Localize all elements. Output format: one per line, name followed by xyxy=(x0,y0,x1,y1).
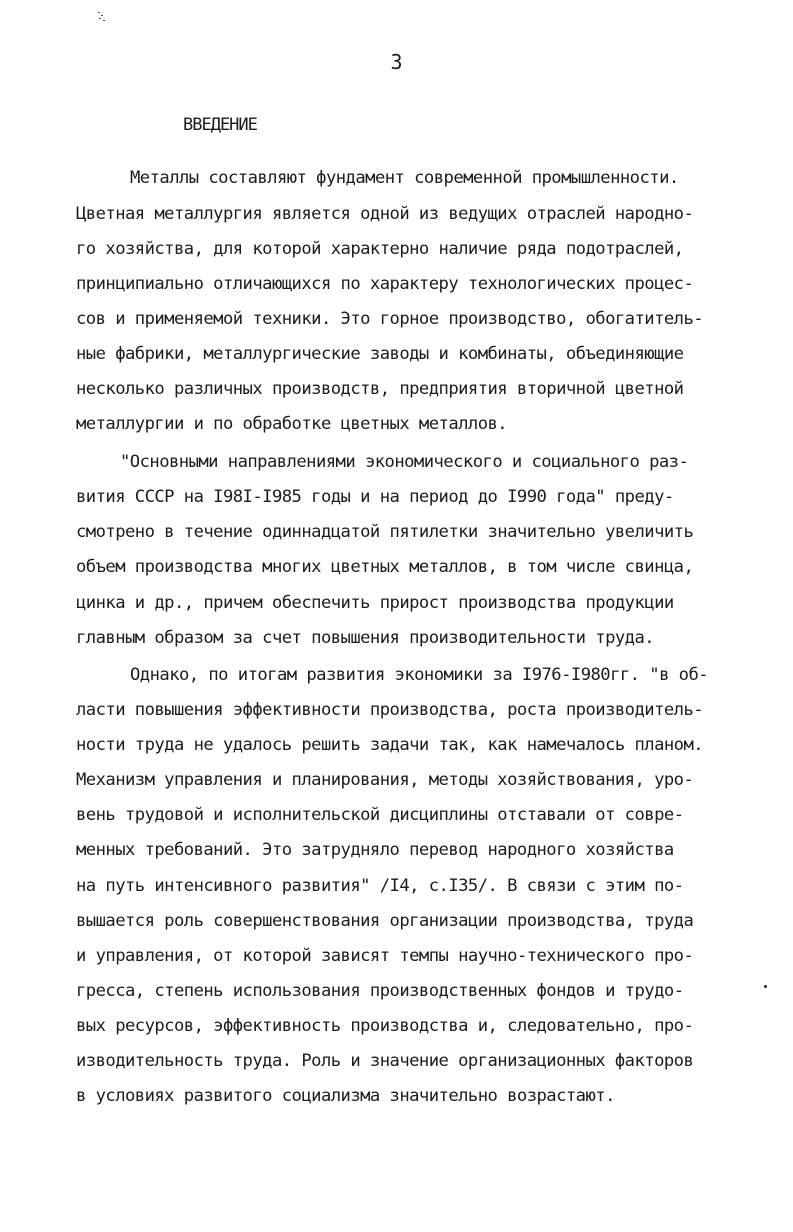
scan-speck xyxy=(98,12,106,22)
text-line: "Основными направлениями экономического и социального раз- xyxy=(120,452,689,472)
text-line: вых ресурсов, эффективность производства и, следовательно, про- xyxy=(76,1016,694,1036)
text-line: несколько различных производств, предприятия вторичной цветной xyxy=(76,379,684,399)
text-line: смотрено в течение одиннадцатой пятилетки значительно увеличить xyxy=(76,522,694,542)
text-line: принципиально отличающихся по характеру технологических процес- xyxy=(76,274,694,294)
text-line: Механизм управления и планирования, методы хозяйствования, уро- xyxy=(76,770,694,790)
text-line: цинка и др., причем обеспечить прирост производства продукции xyxy=(76,593,674,613)
text-line: в условиях развитого социализма значительно возрастают. xyxy=(76,1086,615,1106)
text-line: ласти повышения эффективности производства, роста производитель- xyxy=(76,700,704,720)
text-line: главным образом за счет повышения производительности труда. xyxy=(76,628,655,648)
text-line: объем производства многих цветных металлов, в том числе свинца, xyxy=(76,557,694,577)
text-line: Однако, по итогам развития экономики за I976-I980гг. "в об- xyxy=(130,665,709,685)
text-line: и управления, от которой зависят темпы научно-технического про- xyxy=(76,946,694,966)
text-line: вышается роль совершенствования организации производства, труда xyxy=(76,911,694,931)
text-line: изводительность труда. Роль и значение организационных факторов xyxy=(76,1051,694,1071)
section-heading: ВВЕДЕНИЕ xyxy=(183,115,257,135)
text-line: ные фабрики, металлургические заводы и комбинаты, объединяющие xyxy=(76,344,684,364)
text-line: Металлы составляют фундамент современной промышленности. xyxy=(130,168,679,188)
text-line: гресса, степень использования производственных фондов и трудо- xyxy=(76,981,684,1001)
text-line: вития СССР на I98I-I985 годы и на период до I990 года" преду- xyxy=(76,487,674,507)
page-number: 3 xyxy=(390,50,403,74)
text-line: менных требований. Это затрудняло перевод народного хозяйства xyxy=(76,840,674,860)
text-line: на путь интенсивного развития" /I4, с.I35/. В связи с этим по- xyxy=(76,876,684,896)
margin-speck xyxy=(764,985,767,988)
text-line: ности труда не удалось решить задачи так, как намечалось планом. xyxy=(76,735,704,755)
text-line: вень трудовой и исполнительской дисциплины отставали от совре- xyxy=(76,805,684,825)
text-line: сов и применяемой техники. Это горное производство, обогатитель- xyxy=(76,309,704,329)
text-line: го хозяйства, для которой характерно наличие ряда подотраслей, xyxy=(76,239,684,259)
text-line: металлургии и по обработке цветных металлов. xyxy=(76,414,508,434)
text-line: Цветная металлургия является одной из ведущих отраслей народно- xyxy=(76,204,694,224)
